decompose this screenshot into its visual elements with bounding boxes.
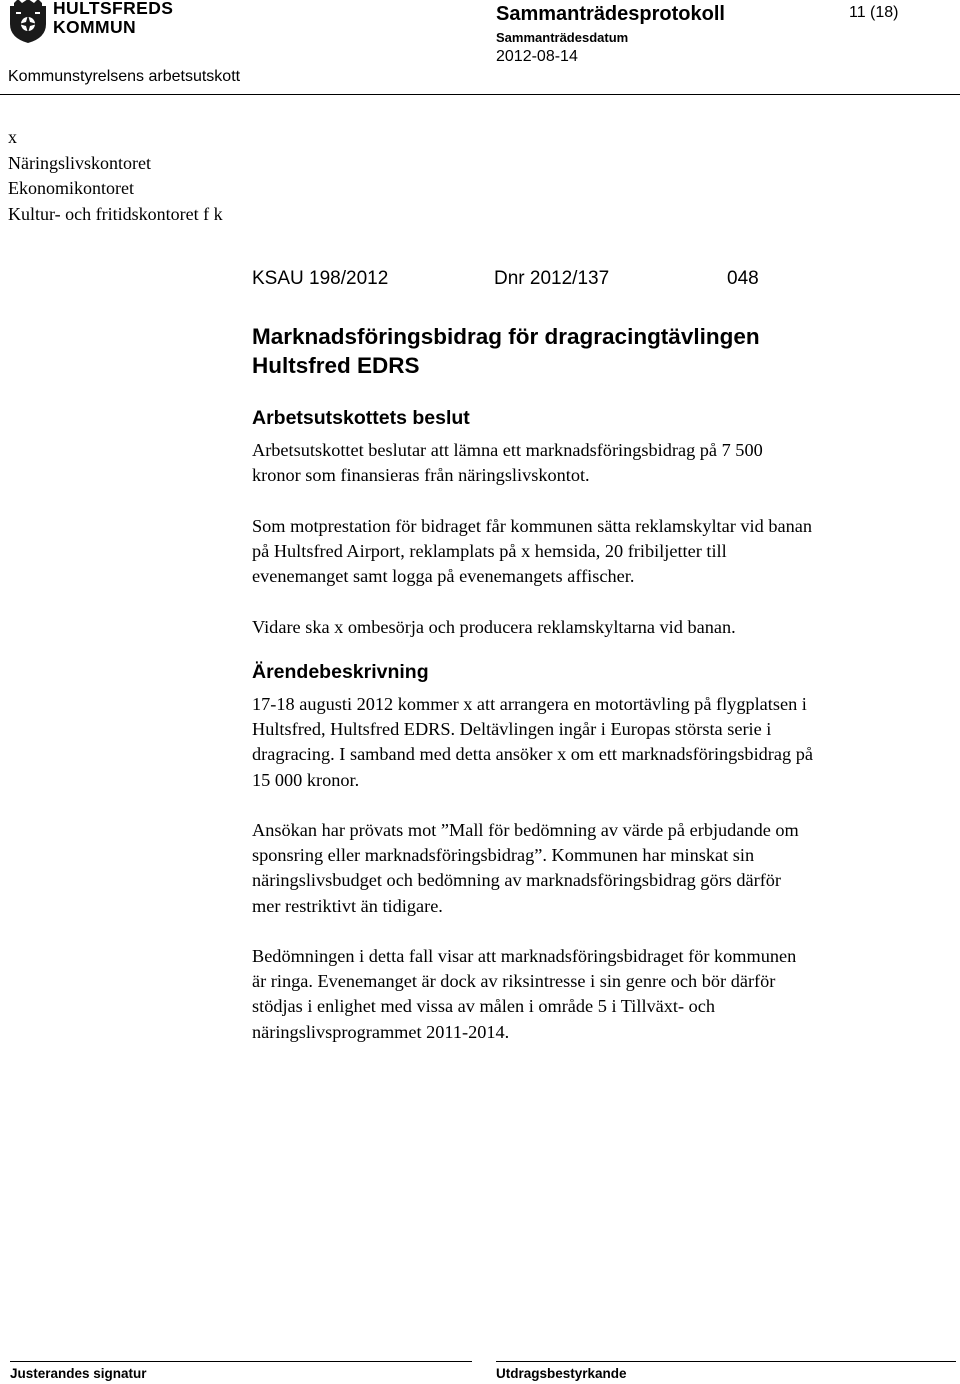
coat-of-arms-icon [8, 0, 48, 44]
text-line: 17-18 augusti 2012 kommer x att arrangera en motortävling på flygplatsen i [252, 694, 807, 714]
municipality-logo [8, 0, 183, 44]
distribution-item: Kultur- och fritidskontoret f k [8, 203, 223, 224]
decision-paragraph-1 [252, 438, 763, 488]
distribution-item: x [8, 127, 17, 147]
committee-name: Kommunstyrelsens arbetsutskott [8, 68, 241, 85]
text-line: kronor som finansieras från näringslivskontot. [252, 465, 590, 486]
text-line: Bedömningen i detta fall visar att marknadsföringsbidraget för kommunen [252, 946, 797, 966]
text-line: på Hultsfred Airport, reklamplats på x hemsida, 20 fribiljetter till [252, 541, 727, 562]
text-line: 15 000 kronor. [252, 769, 360, 790]
text-line: Hultsfred, Hultsfred EDRS. Deltävlingen ingår i Europas största serie i [252, 719, 772, 740]
distribution-item: Ekonomikontoret [8, 178, 134, 198]
distribution-item: Näringslivskontoret [8, 152, 151, 173]
decision-paragraph-2 [252, 514, 812, 590]
text-line: mer restriktivt än tidigare. [252, 895, 443, 916]
meeting-date: 2012-08-14 [496, 48, 578, 65]
text-line: evenemanget samt logga på evenemangets affischer. [252, 566, 635, 587]
text-line: dragracing. I samband med detta ansöker x om ett marknadsföringsbidrag på [252, 744, 813, 765]
page-number: 11 (18) [849, 4, 899, 21]
ksau-number: KSAU 198/2012 [252, 268, 389, 289]
document-title: Sammanträdesprotokoll [496, 3, 725, 25]
signature-label: Justerandes signatur [10, 1366, 147, 1381]
description-paragraph-3 [252, 944, 796, 1045]
header-divider [0, 94, 960, 95]
logo-line-1: HULTSFREDS [53, 0, 174, 18]
text-line: Som motprestation för bidraget får kommunen sätta reklamskyltar vid banan [252, 516, 812, 536]
text-line: näringslivsbudget och bedömning av marknadsföringsbidrag görs därför [252, 870, 782, 891]
distribution-list [8, 125, 408, 227]
decision-paragraph-3 [252, 615, 736, 640]
case-title [252, 322, 760, 380]
text-line: stödjas i enlighet med vissa av målen i område 5 i Tillväxt- och [252, 996, 716, 1017]
case-title-line: Hultsfred EDRS [252, 353, 420, 378]
extract-certification-label: Utdragsbestyrkande [496, 1366, 627, 1381]
logo-line-2: KOMMUN [53, 17, 137, 37]
description-heading: Ärendebeskrivning [252, 661, 429, 683]
decision-heading: Arbetsutskottets beslut [252, 407, 470, 429]
extract-rule [496, 1361, 956, 1362]
text-line: Vidare ska x ombesörja och producera reklamskyltarna vid banan. [252, 617, 736, 637]
description-paragraph-2 [252, 818, 799, 919]
dnr-number: Dnr 2012/137 [494, 268, 610, 289]
text-line: Ansökan har prövats mot ”Mall för bedömning av värde på erbjudande om [252, 820, 799, 840]
text-line: sponsring eller marknadsföringsbidrag”. Kommunen har minskat sin [252, 845, 755, 866]
description-paragraph-1 [252, 692, 813, 793]
case-title-line: Marknadsföringsbidrag för dragracingtävlingen [252, 324, 760, 349]
case-reference [252, 268, 759, 290]
signature-rule [10, 1361, 472, 1362]
text-line: Arbetsutskottet beslutar att lämna ett marknadsföringsbidrag på 7 500 [252, 440, 763, 460]
text-line: är ringa. Evenemanget är dock av riksintresse i sin genre och bör därför [252, 971, 776, 992]
text-line: näringslivsprogrammet 2011-2014. [252, 1021, 510, 1042]
case-code: 048 [727, 268, 759, 289]
meeting-date-label: Sammanträdesdatum [496, 30, 629, 45]
